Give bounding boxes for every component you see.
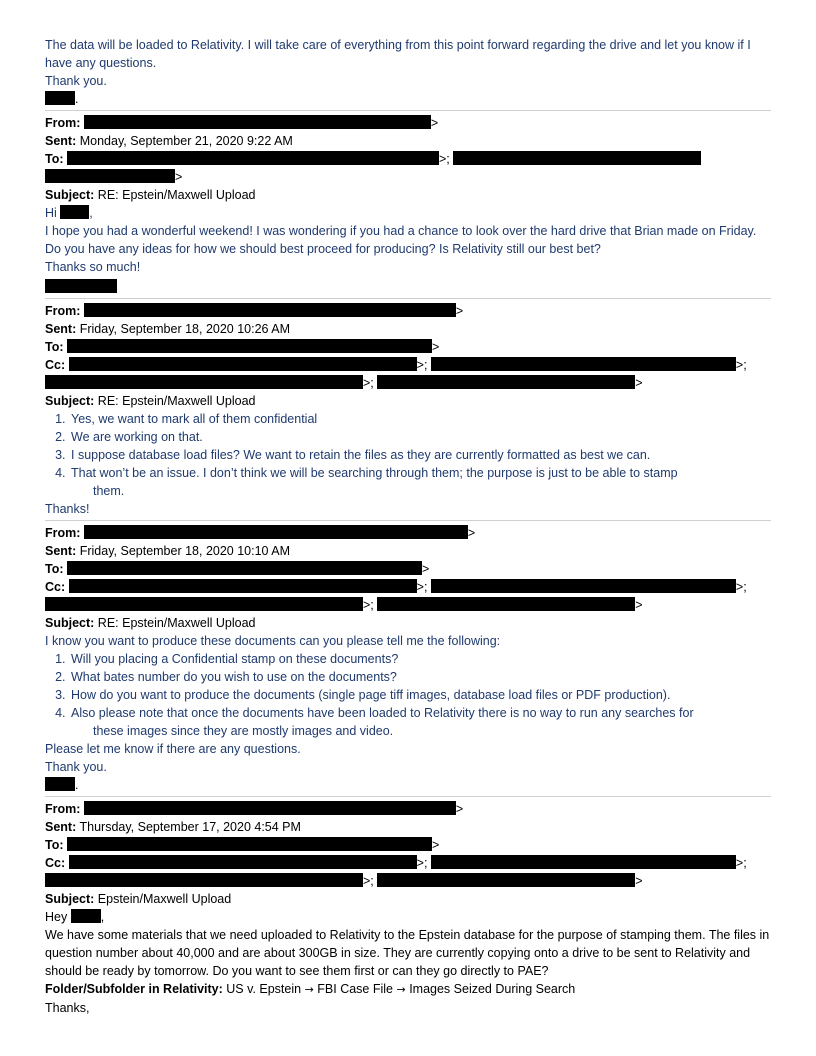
cc-label: Cc: [45,580,66,594]
email-intro: I know you want to produce these documents can you please tell me the following: [45,634,501,648]
from-label: From: [45,526,81,540]
subject-text: RE: Epstein/Maxwell Upload [97,394,256,408]
list-item: 2. We are working on that. [69,428,771,446]
sent-date: Friday, September 18, 2020 10:10 AM [79,544,291,558]
redaction-box [45,91,75,105]
redaction-box [69,855,417,869]
greeting: Hey , [45,910,105,924]
subject-label: Subject: [45,892,95,906]
email-header-4: From: > Sent: Thursday, September 17, 2020 4:54 PM To: > Cc: >; >; >; > Subject: Epstein/Maxwell Upload [45,802,747,906]
redaction-box [431,579,736,593]
to-label: To: [45,152,64,166]
redaction-box [84,115,431,129]
sent-date: Thursday, September 17, 2020 4:54 PM [79,820,301,834]
email-header-1: From: > Sent: Monday, September 21, 2020 9:22 AM To: >; > Subject: RE: Epstein/Maxwell Upload [45,114,771,204]
redaction-box [84,525,468,539]
from-label: From: [45,802,81,816]
closing: Thanks! [45,502,90,516]
redaction-box [67,837,432,851]
closing: Thanks, [45,1001,90,1015]
top-thanks: Thank you. [45,74,107,88]
redaction-box [453,151,701,165]
redaction-box [84,801,456,815]
list-item: 1. Will you placing a Confidential stamp on these documents? [69,650,771,668]
sent-label: Sent: [45,134,77,148]
list-item: 4. That won’t be an issue. I don’t think we will be searching through them; the purpose is just to be able to stamp them. [69,464,771,500]
top-signature: . [45,90,771,108]
list-item: 3. How do you want to produce the documents (single page tiff images, database load files or PDF production). [69,686,771,704]
sent-label: Sent: [45,544,77,558]
email-body: We have some materials that we need uploaded to Relativity to the Epstein database for the purpose of stamping them. The files in question number about 40,000 and are about 300GB in size. They are currently copying onto a drive to be sent to Relativity and should be ready by tomorrow. Do you want to see them first or can they go directly to PAE? [45,928,770,978]
redaction-box [84,303,456,317]
separator [45,796,771,797]
from-label: From: [45,304,81,318]
closing: Please let me know if there are any questions. [45,742,301,756]
to-label: To: [45,562,64,576]
email-header-2: From: > Sent: Friday, September 18, 2020 10:26 AM To: > Cc: >; >; >; > Subject: RE: Epstein/Maxwell Upload [45,304,747,408]
redaction-box [377,597,635,611]
list-item: 3. I suppose database load files? We want to retain the files as they are currently formatted as best we can. [69,446,771,464]
redaction-box [45,375,363,389]
redaction-box [431,855,736,869]
sent-date: Monday, September 21, 2020 9:22 AM [79,134,293,148]
separator [45,298,771,299]
from-label: From: [45,116,81,130]
redaction-box [45,279,117,293]
redaction-box [67,561,422,575]
cc-label: Cc: [45,856,66,870]
redaction-box [45,777,75,791]
email-body: I hope you had a wonderful weekend! I was wondering if you had a chance to look over the hard drive that Brian made on Friday. Do you have any ideas for how we should best proceed for producing? Is Relativity still our best bet? [45,224,757,256]
arrow-right-icon: → [396,983,406,996]
redaction-box [45,597,363,611]
sent-label: Sent: [45,322,77,336]
list-item: 2. What bates number do you wish to use on the documents? [69,668,771,686]
sent-label: Sent: [45,820,77,834]
redaction-box [377,873,635,887]
redaction-box [67,339,432,353]
list-item: 1. Yes, we want to mark all of them confidential [69,410,771,428]
closing: Thank you. [45,760,107,774]
redaction-box [60,205,89,219]
signature: . [45,776,771,794]
subject-text: RE: Epstein/Maxwell Upload [97,188,256,202]
redaction-box [45,873,363,887]
subject-text: Epstein/Maxwell Upload [97,892,232,906]
signature [45,278,771,296]
numbered-list [45,650,771,740]
redaction-box [431,357,736,371]
email-header-3: From: > Sent: Friday, September 18, 2020 10:10 AM To: > Cc: >; >; >; > Subject: RE: Epstein/Maxwell Upload [45,526,747,630]
separator [45,520,771,521]
arrow-right-icon: → [304,983,314,996]
to-label: To: [45,340,64,354]
subject-label: Subject: [45,188,95,202]
email-thread [45,36,771,1017]
sent-date: Friday, September 18, 2020 10:26 AM [79,322,291,336]
to-label: To: [45,838,64,852]
redaction-box [67,151,439,165]
closing: Thanks so much! [45,260,141,274]
greeting: Hi , [45,206,93,220]
redaction-box [71,909,101,923]
redaction-box [377,375,635,389]
redaction-box [69,579,417,593]
redaction-box [69,357,417,371]
subject-label: Subject: [45,616,95,630]
folder-path: Folder/Subfolder in Relativity: US v. Epstein → FBI Case File → Images Seized During Search [45,982,576,996]
numbered-list [45,410,771,500]
list-item: 4. Also please note that once the documents have been loaded to Relativity there is no way to run any searches for these images since they are mostly images and video. [69,704,771,740]
separator [45,110,771,111]
redaction-box [45,169,175,183]
subject-label: Subject: [45,394,95,408]
subject-text: RE: Epstein/Maxwell Upload [97,616,256,630]
cc-label: Cc: [45,358,66,372]
top-message-body: The data will be loaded to Relativity. I will take care of everything from this point forward regarding the drive and let you know if I have any questions. [45,38,751,70]
